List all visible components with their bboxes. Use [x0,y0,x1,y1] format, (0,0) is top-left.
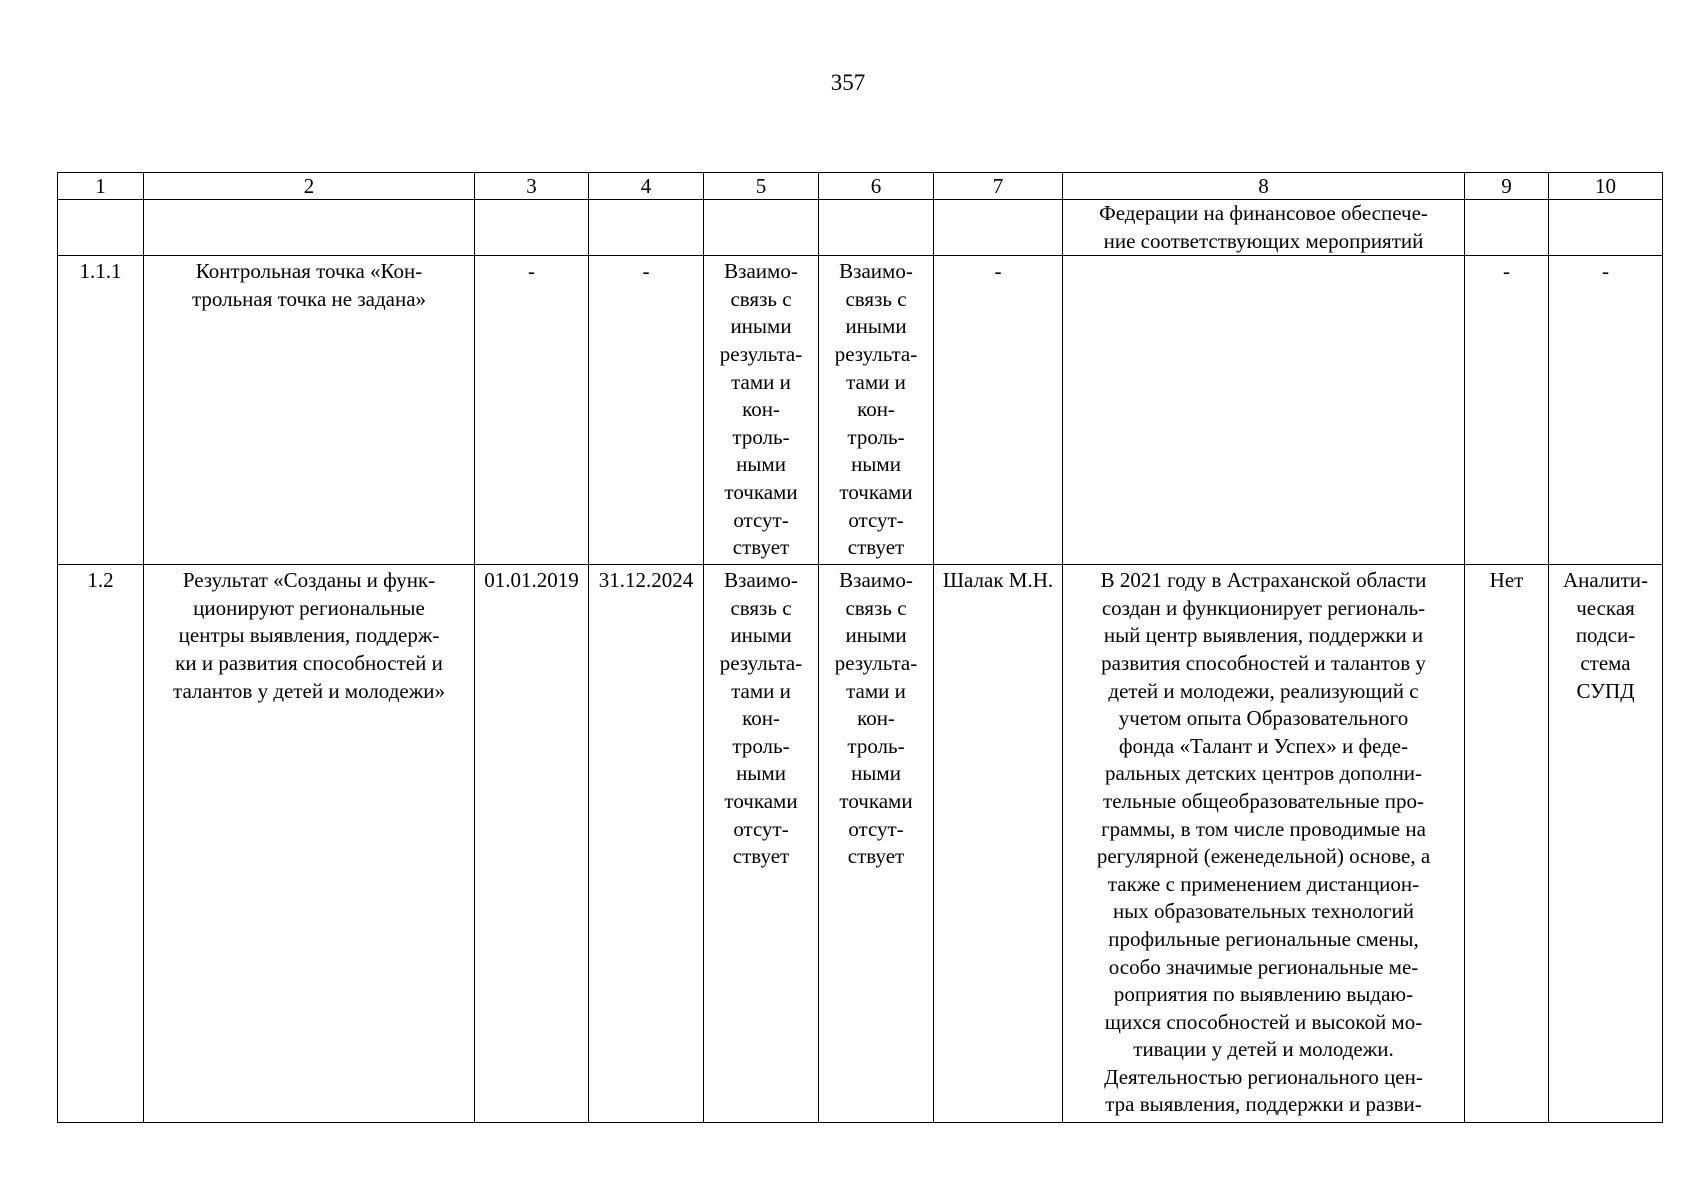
cell-source: - [1549,256,1663,565]
header-cell-1: 1 [58,173,144,200]
cell-flag: Нет [1465,565,1549,1123]
header-cell-3: 3 [475,173,589,200]
cell-relation-b [819,200,934,256]
header-row [58,173,1663,200]
header-cell-10: 10 [1549,173,1663,200]
header-cell-7: 7 [934,173,1063,200]
cell-number: 1.2 [58,565,144,1123]
cell-description: В 2021 году в Астраханской области создан и функционирует региональ- ный центр выявления, поддержки и развития способностей и талантов у детей и молодежи, реализующий с учетом опыта Образовательного фонда «Талант и Успех» и феде- ральных детских центров дополни- тельные общеобразовательные про- граммы, в том числе проводимые на регулярной (еженедельной) основе, а также с применением дистанцион- ных образовательных технологий профильные региональные смены, особо значимые региональные ме- роприятия по выявлению выдаю- щихся способностей и высокой мо- тивации у детей и молодежи. Деятельностью регионального цен- тра выявления, поддержки и разви- [1063,565,1465,1123]
cell-start-date: 01.01.2019 [475,565,589,1123]
table-row [58,256,1663,565]
cell-start-date [475,200,589,256]
cell-relation-b: Взаимо- связь с иными результа- тами и кон- троль- ными точками отсут- ствует [819,565,934,1123]
table-row [58,565,1663,1123]
header-cell-2: 2 [144,173,475,200]
cell-name [144,200,475,256]
cell-number: 1.1.1 [58,256,144,565]
cell-relation-a [704,200,819,256]
cell-flag: - [1465,256,1549,565]
cell-responsible: - [934,256,1063,565]
cell-relation-a: Взаимо- связь с иными результа- тами и кон- троль- ными точками отсут- ствует [704,256,819,565]
cell-flag [1465,200,1549,256]
cell-name: Результат «Созданы и функ- ционируют региональные центры выявления, поддерж- ки и развития способностей и талантов у детей и молодежи» [144,565,475,1123]
cell-number [58,200,144,256]
header-cell-9: 9 [1465,173,1549,200]
cell-description [1063,256,1465,565]
cell-responsible: Шалак М.Н. [934,565,1063,1123]
table-row [58,200,1663,256]
page-number: 357 [830,70,866,95]
cell-relation-a: Взаимо- связь с иными результа- тами и кон- троль- ными точками отсут- ствует [704,565,819,1123]
cell-source: Аналити- ческая подси- стема СУПД [1549,565,1663,1123]
cell-responsible [934,200,1063,256]
cell-end-date: - [589,256,704,565]
header-cell-8: 8 [1063,173,1465,200]
cell-relation-b: Взаимо- связь с иными результа- тами и кон- троль- ными точками отсут- ствует [819,256,934,565]
cell-description: Федерации на финансовое обеспече- ние соответствующих мероприятий [1063,200,1465,256]
header-cell-5: 5 [704,173,819,200]
header-cell-4: 4 [589,173,704,200]
cell-start-date: - [475,256,589,565]
report-table [57,172,1663,1123]
header-cell-6: 6 [819,173,934,200]
cell-name: Контрольная точка «Кон- трольная точка не задана» [144,256,475,565]
cell-source [1549,200,1663,256]
cell-end-date: 31.12.2024 [589,565,704,1123]
cell-end-date [589,200,704,256]
